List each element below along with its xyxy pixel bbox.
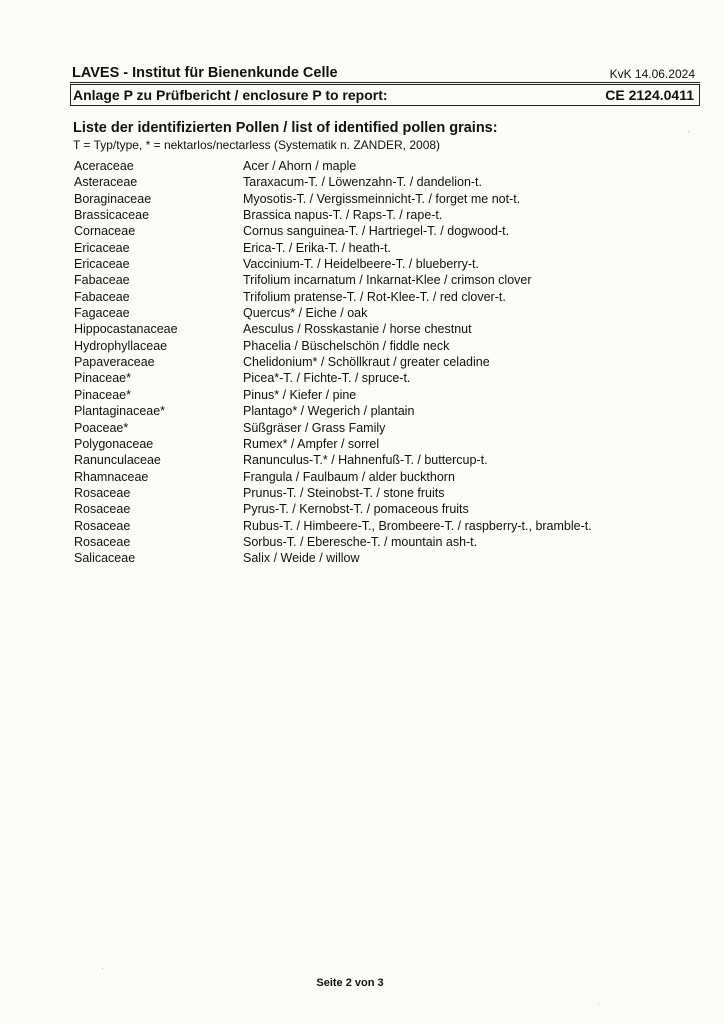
pollen-family: Rosaceae (74, 485, 131, 500)
pollen-type: Taraxacum-T. / Löwenzahn-T. / dandelion-t. (243, 175, 483, 190)
pollen-family: Aceraceae (74, 159, 134, 173)
report-number: CE 2124.0411 (605, 87, 694, 103)
pollen-table (74, 158, 674, 567)
pollen-row (74, 158, 674, 174)
pollen-family: Fagaceae (74, 306, 130, 321)
pollen-family: Rosaceae (74, 518, 131, 533)
pollen-family: Asteraceae (74, 175, 138, 190)
pollen-type: Prunus-T. / Steinobst-T. / stone fruits (243, 485, 445, 500)
pollen-row (74, 452, 674, 468)
pollen-type: Myosotis-T. / Vergissmeinnicht-T. / forget me not-t. (243, 191, 521, 206)
pollen-row (74, 174, 674, 190)
pollen-row (74, 534, 674, 550)
pollen-type: Pinus* / Kiefer / pine (243, 387, 357, 402)
page-number: Seite 2 von 3 (316, 977, 384, 989)
scan-speck (598, 1003, 599, 1004)
pollen-type: Trifolium incarnatum / Inkarnat-Klee / crimson clover (243, 273, 532, 288)
pollen-family: Brassicaceae (74, 208, 150, 223)
pollen-type: Vaccinium-T. / Heidelbeere-T. / blueberry-t. (243, 257, 479, 272)
header-row-report (70, 84, 700, 106)
pollen-row (74, 436, 674, 452)
pollen-family: Rhamnaceae (74, 469, 149, 484)
enclosure-title: Anlage P zu Prüfbericht / enclosure P to report: (73, 87, 388, 103)
pollen-type: Brassica napus-T. / Raps-T. / rape-t. (243, 208, 443, 223)
pollen-row (74, 518, 674, 534)
pollen-type: Rubus-T. / Himbeere-T., Brombeere-T. / raspberry-t., bramble-t. (243, 518, 592, 533)
pollen-type: Erica-T. / Erika-T. / heath-t. (243, 240, 391, 255)
pollen-row (74, 370, 674, 386)
pollen-family: Ericaceae (74, 257, 130, 272)
pollen-family: Cornaceae (74, 224, 136, 239)
pollen-family: Rosaceae (74, 502, 131, 517)
pollen-row (74, 387, 674, 403)
pollen-family: Fabaceae (74, 273, 130, 288)
pollen-row (74, 305, 674, 321)
pollen-row (74, 403, 674, 419)
pollen-row (74, 354, 674, 370)
pollen-row (74, 191, 674, 207)
pollen-row (74, 240, 674, 256)
pollen-type: Ranunculus-T.* / Hahnenfuß-T. / buttercup-t. (243, 453, 488, 468)
pollen-type: Cornus sanguinea-T. / Hartriegel-T. / dogwood-t. (243, 224, 510, 239)
pollen-row (74, 469, 674, 485)
pollen-family: Boraginaceae (74, 191, 152, 206)
pollen-type: Salix / Weide / willow (243, 551, 360, 566)
pollen-type: Pyrus-T. / Kernobst-T. / pomaceous fruits (243, 502, 469, 517)
pollen-family: Rosaceae (74, 534, 131, 549)
pollen-family: Salicaceae (74, 551, 136, 566)
scan-speck (688, 131, 689, 132)
pollen-list-title: Liste der identifizierten Pollen / list of identified pollen grains: (73, 120, 498, 136)
header-row-institute (70, 64, 700, 83)
pollen-type: Süßgräser / Grass Family (243, 420, 386, 435)
pollen-row (74, 223, 674, 239)
pollen-type: Acer / Ahorn / maple (243, 159, 357, 173)
pollen-type: Aesculus / Rosskastanie / horse chestnut (243, 322, 472, 337)
pollen-row (74, 338, 674, 354)
pollen-family: Ericaceae (74, 240, 130, 255)
pollen-row (74, 550, 674, 566)
pollen-family: Hippocastanaceae (74, 322, 178, 337)
pollen-family: Ranunculaceae (74, 453, 161, 468)
pollen-type: Phacelia / Büschelschön / fiddle neck (243, 338, 450, 353)
pollen-type: Chelidonium* / Schöllkraut / greater celadine (243, 355, 490, 370)
pollen-row (74, 420, 674, 436)
pollen-type: Quercus* / Eiche / oak (243, 306, 368, 321)
pollen-family: Polygonaceae (74, 436, 154, 451)
pollen-type: Sorbus-T. / Eberesche-T. / mountain ash-t. (243, 534, 478, 549)
pollen-type: Plantago* / Wegerich / plantain (243, 404, 415, 419)
pollen-list-legend: T = Typ/type, * = nektarlos/nectarless (Systematik n. ZANDER, 2008) (73, 138, 441, 152)
kvk-date: KvK 14.06.2024 (609, 67, 695, 81)
pollen-row (74, 272, 674, 288)
pollen-row (74, 256, 674, 272)
pollen-family: Papaveraceae (74, 355, 155, 370)
scan-speck (102, 968, 103, 969)
pollen-family: Pinaceae* (74, 387, 131, 402)
pollen-family: Plantaginaceae* (74, 404, 166, 419)
pollen-family: Pinaceae* (74, 371, 131, 386)
pollen-row (74, 485, 674, 501)
pollen-type: Picea*-T. / Fichte-T. / spruce-t. (243, 371, 411, 386)
pollen-type: Rumex* / Ampfer / sorrel (243, 436, 380, 451)
pollen-row (74, 501, 674, 517)
pollen-row (74, 207, 674, 223)
institute-name: LAVES - Institut für Bienenkunde Celle (72, 65, 338, 81)
pollen-family: Fabaceae (74, 289, 130, 304)
pollen-family: Hydrophyllaceae (74, 338, 168, 353)
pollen-row (74, 289, 674, 305)
pollen-type: Frangula / Faulbaum / alder buckthorn (243, 469, 455, 484)
pollen-family: Poaceae* (74, 420, 129, 435)
pollen-type: Trifolium pratense-T. / Rot-Klee-T. / red clover-t. (243, 289, 506, 304)
pollen-row (74, 321, 674, 337)
